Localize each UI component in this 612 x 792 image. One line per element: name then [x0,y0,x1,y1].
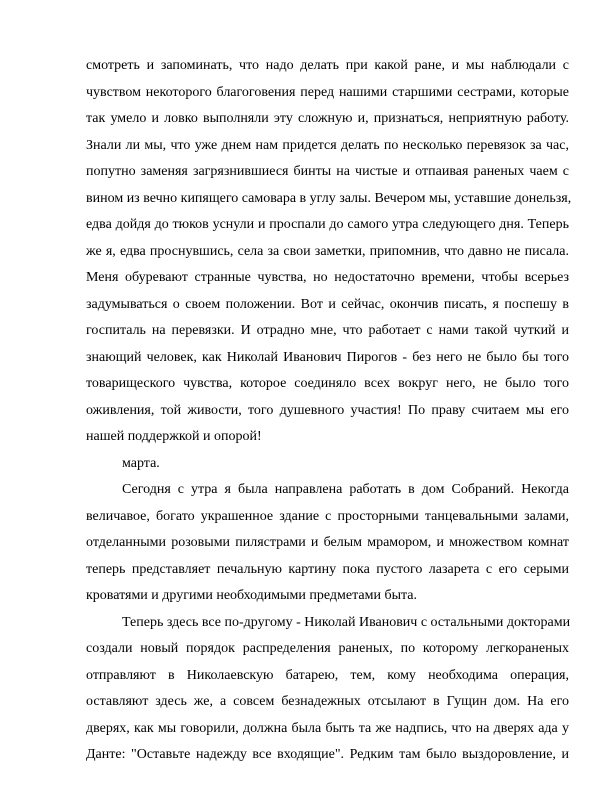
text-line: смотреть и запоминать, что надо делать при какой ране, и мы наблюдали с [86,58,569,73]
text-line: попутно заменяя загрязнившиеся бинты на чистые и отпаивая раненых чаем с [86,164,569,179]
text-line: задумываться о своем положении. Вот и сейчас, окончив писать, я поспешу в [86,297,569,312]
text-line: товарищеского чувства, которое соединяло всех вокруг него, не было того [86,376,569,391]
text-line: Теперь здесь все по-другому - Николай Иванович с остальными докторами [122,615,571,630]
text-line: чувством некоторого благоговения перед нашими старшими сестрами, которые [86,85,569,100]
text-line: теперь представляет печальную картину пока пустого лазарета с его серыми [86,562,569,577]
text-line: Знали ли мы, что уже днем нам придется делать по несколько перевязок за час, [86,138,569,153]
text-line: отправляют в Николаевскую батарею, тем, кому необходима операция, [86,668,569,683]
text-line: дверях, как мы говорили, должна была быть та же надпись, что на дверях ада у [86,721,569,736]
text-line: создали новый порядок распределения раненых, по которому легкораненых [86,641,569,656]
text-line: Сегодня с утра я была направлена работать в дом Собраний. Некогда [122,482,569,497]
text-line: вином из вечно кипящего самовара в углу залы. Вечером мы, уставшие донельзя, [86,191,572,206]
diary-date-heading: марта. [122,456,160,471]
text-line: же я, едва проснувшись, села за свои заметки, припомнив, что давно не писала. [86,244,569,259]
text-line: величавое, богато украшенное здание с просторными танцевальными залами, [86,509,569,524]
text-line: Данте: "Оставьте надежду все входящие". Редким там было выздоровление, и [86,747,569,762]
text-line: оставляют здесь же, а совсем безнадежных отсылают в Гущин дом. На его [86,694,569,709]
text-line: госпиталь на перевязки. И отрадно мне, что работает с нами такой чуткий и [86,323,569,338]
text-line: едва дойдя до тюков уснули и проспали до самого утра следующего дня. Теперь [86,217,569,232]
text-line: так умело и ловко выполняли эту сложную и, признаться, неприятную работу. [86,111,569,126]
text-line: отделанными розовыми пилястрами и белым мрамором, и множеством комнат [86,535,569,550]
text-line: кроватями и другими необходимыми предметами быта. [86,588,418,603]
text-line: оживления, той живости, того душевного участия! По праву считаем мы его [86,403,569,418]
text-line: Меня обуревают странные чувства, но недостаточно времени, чтобы всерьез [86,270,569,285]
text-line: знающий человек, как Николай Иванович Пирогов - без него не было бы того [86,350,569,365]
text-line: нашей поддержкой и опорой! [86,429,262,444]
